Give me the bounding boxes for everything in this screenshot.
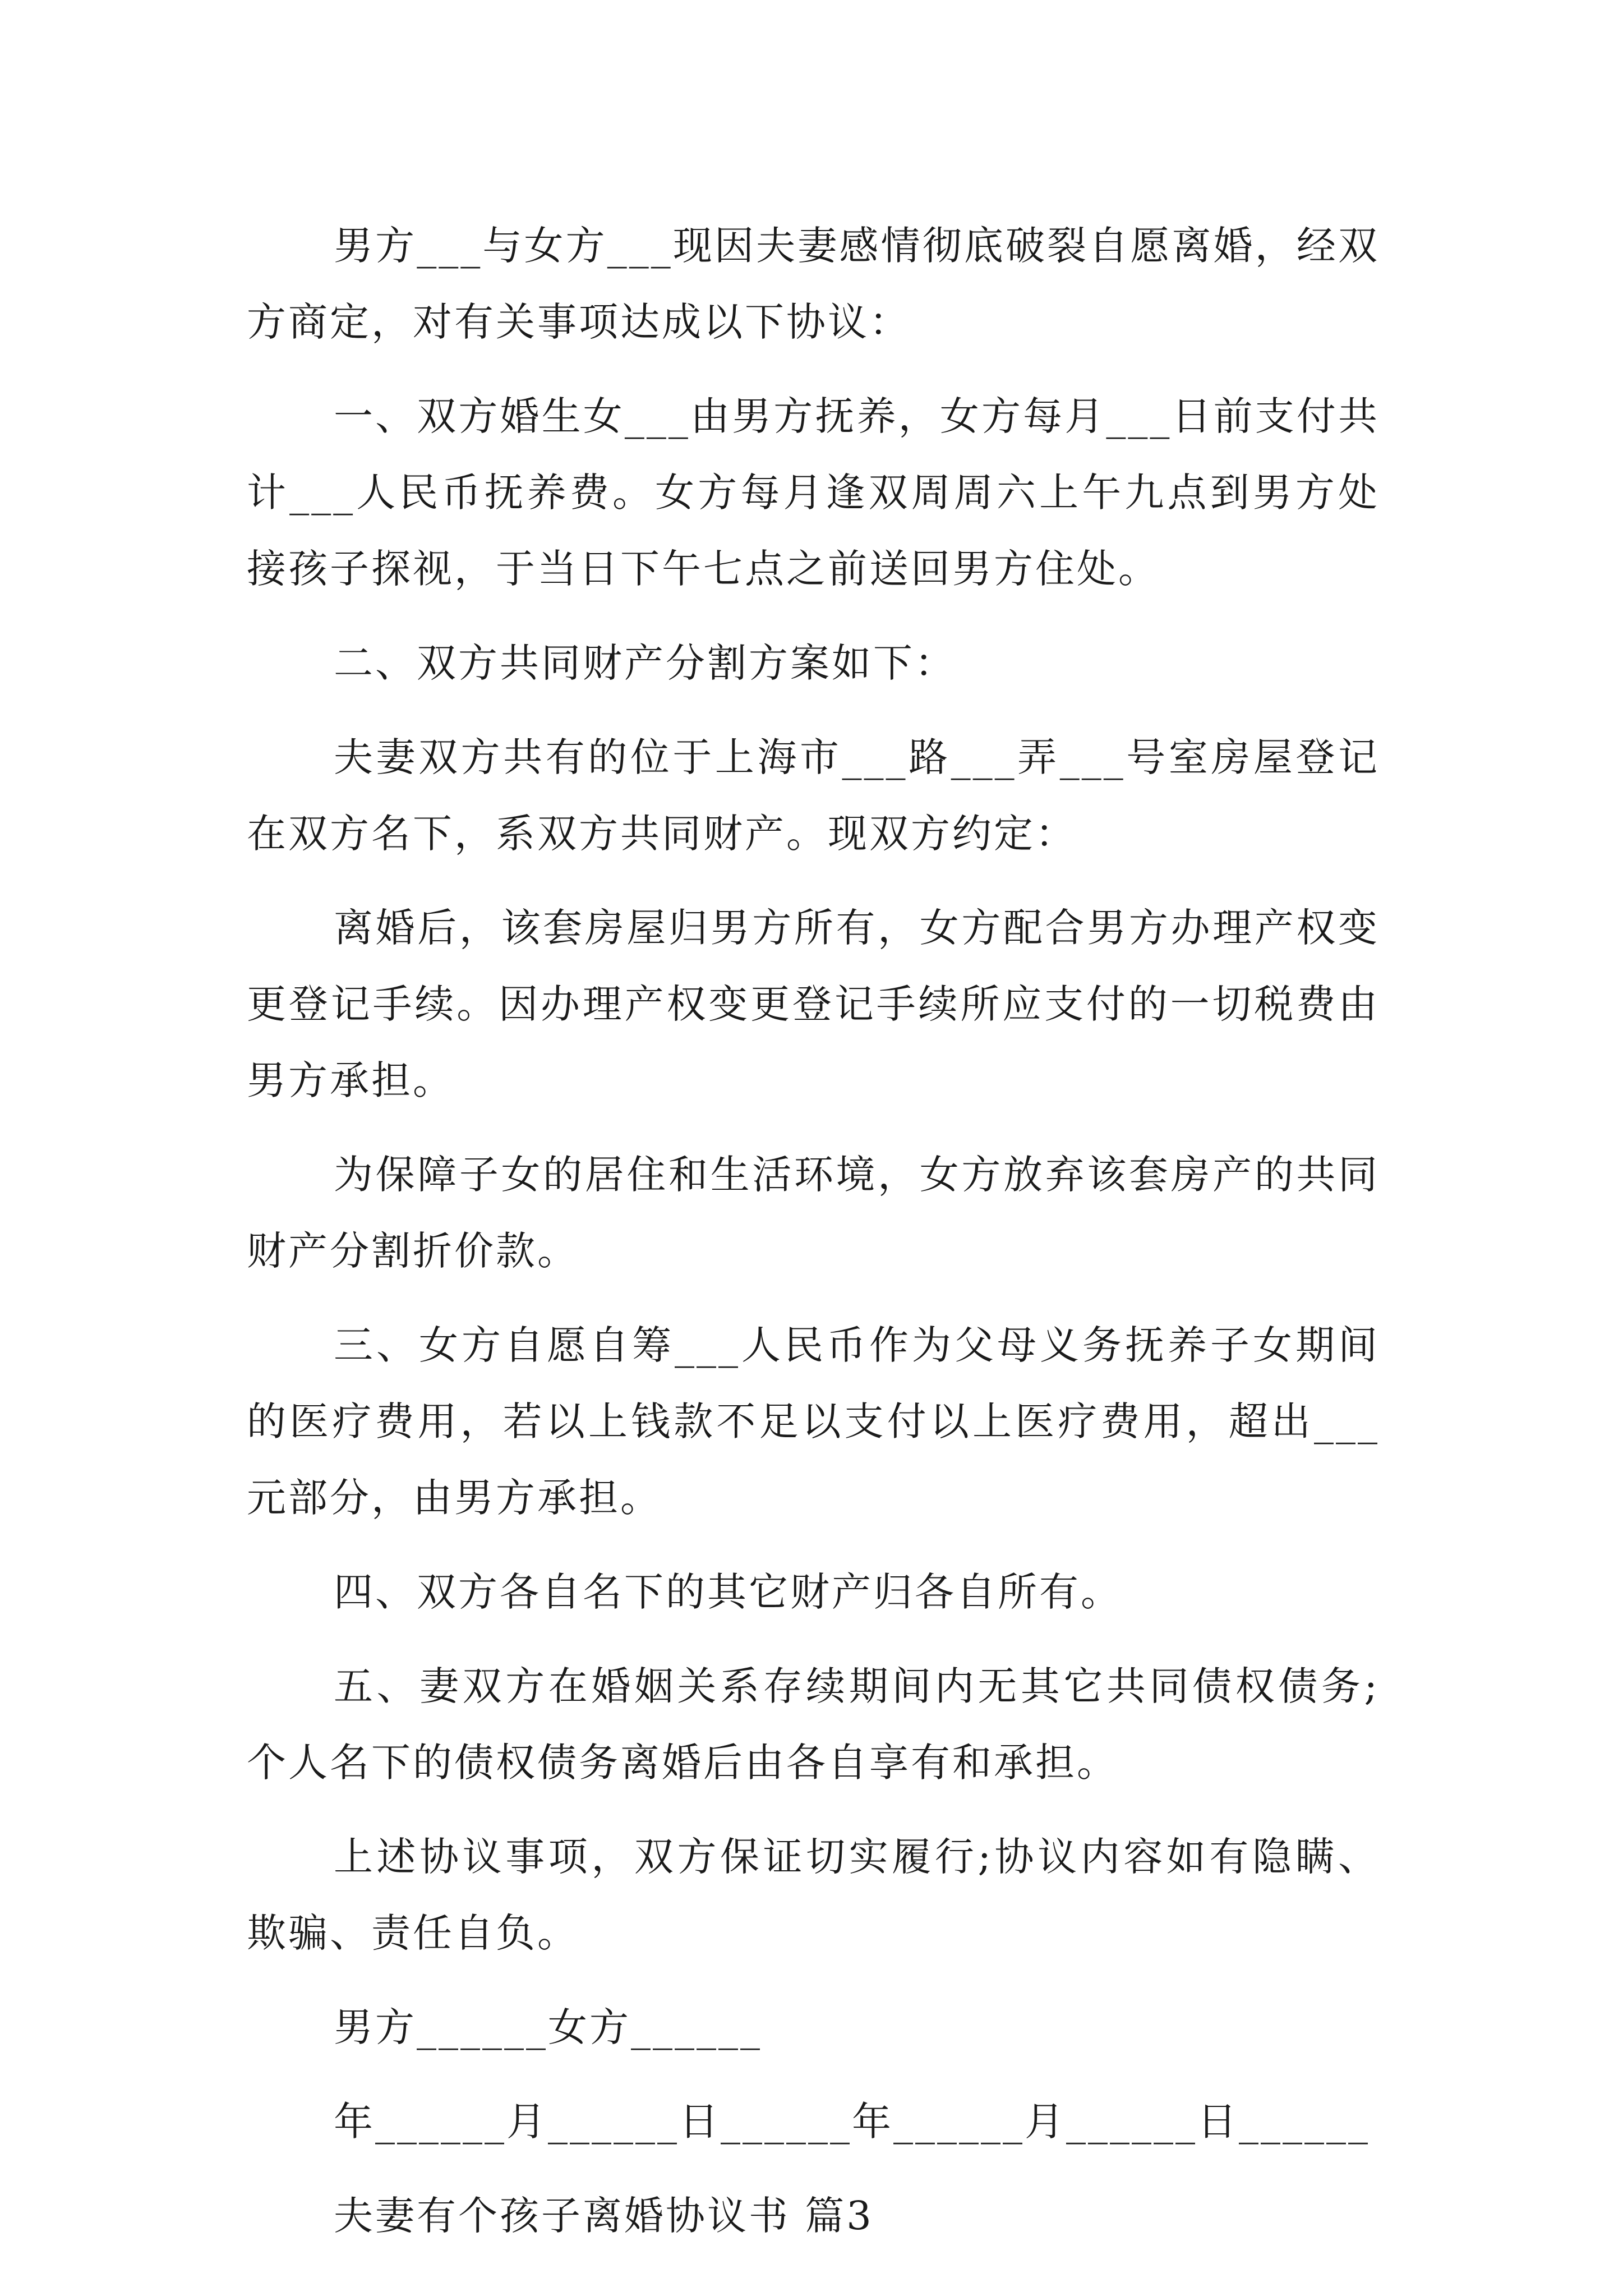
paragraph-clause-4-other-property: 四、双方各自名下的其它财产归各自所有。: [334, 1569, 1122, 1615]
next-section-title: 夫妻有个孩子离婚协议书 篇3: [334, 2193, 874, 2239]
paragraph-clause-5-debts: 五、妻双方在婚姻关系存续期间内无其它共同债权债务;个人名下的债权债务离婚后由各自享有和承担。: [247, 1663, 1380, 1786]
paragraph-clause-3-medical: 三、女方自愿自筹___人民币作为父母义务抚养子女期间的医疗费用，若以上钱款不足以支付以上医疗费用，超出___元部分，由男方承担。: [247, 1322, 1380, 1521]
paragraph-guarantee: 上述协议事项，双方保证切实履行;协议内容如有隐瞒、欺骗、责任自负。: [247, 1834, 1380, 1956]
paragraph-clause-2-title: 二、双方共同财产分割方案如下：: [334, 640, 956, 686]
paragraph-property-waiver: 为保障子女的居住和生活环境，女方放弃该套房产的共同财产分割折价款。: [247, 1152, 1380, 1274]
date-line: 年______月______日______年______月______日______: [334, 2099, 1370, 2145]
paragraph-property-ownership: 离婚后，该套房屋归男方所有，女方配合男方办理产权变更登记手续。因办理产权变更登记手续所应支付的一切税费由男方承担。: [247, 905, 1380, 1103]
paragraph-intro: 男方___与女方___现因夫妻感情彻底破裂自愿离婚，经双方商定，对有关事项达成以下协议：: [247, 223, 1380, 345]
signature-line: 男方______女方______: [334, 2004, 762, 2050]
paragraph-property-location: 夫妻双方共有的位于上海市___路___弄___号室房屋登记在双方名下，系双方共同财产。现双方约定：: [247, 734, 1380, 857]
paragraph-clause-1-custody: 一、双方婚生女___由男方抚养，女方每月___日前支付共计___人民币抚养费。女方每月逢双周周六上午九点到男方处接孩子探视，于当日下午七点之前送回男方住处。: [247, 393, 1380, 592]
document-body: [247, 208, 1380, 2254]
